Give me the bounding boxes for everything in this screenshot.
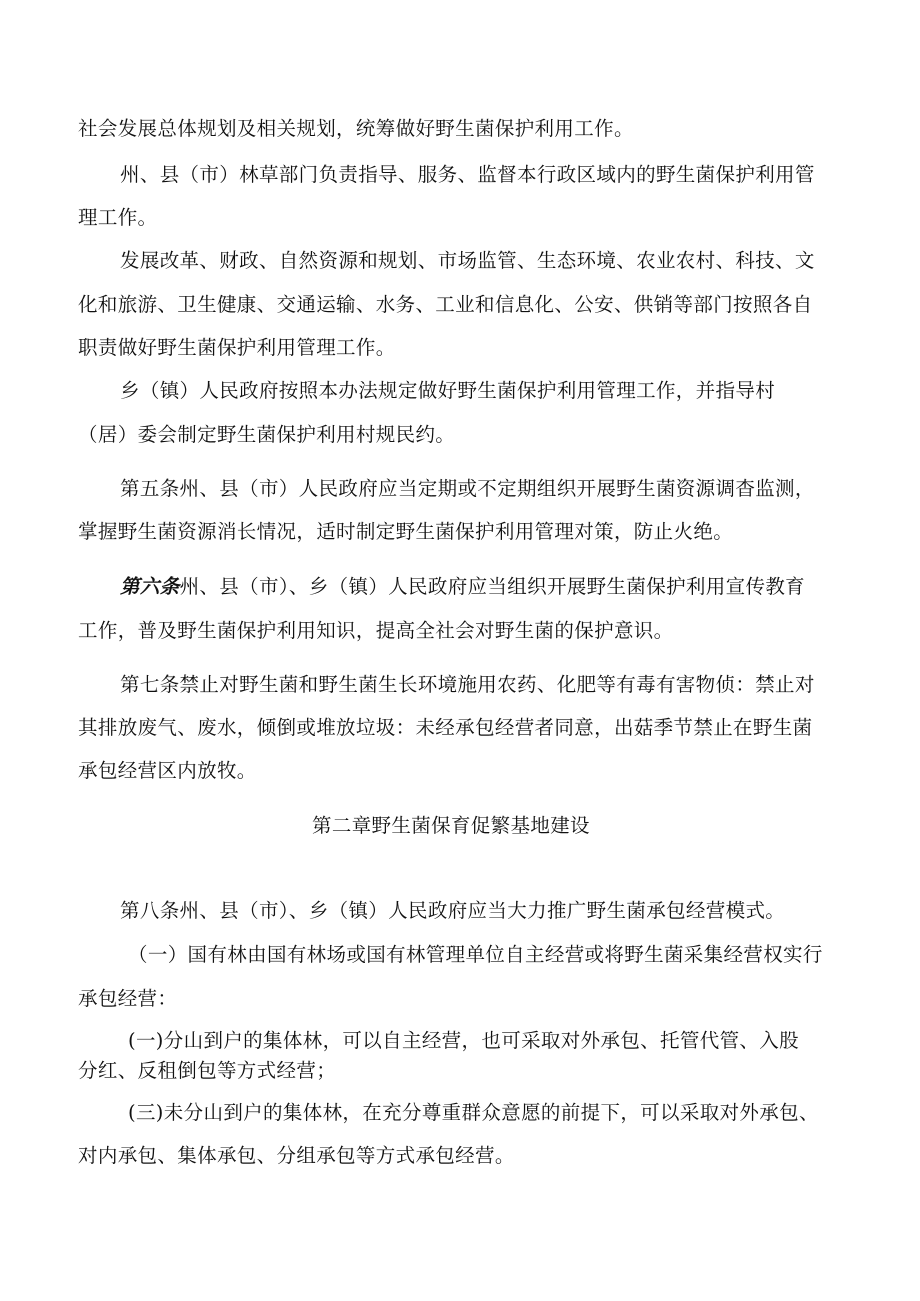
text-line: 其排放废气、废水，倾倒或堆放垃圾：未经承包经营者同意，出菇季节禁止在野生菌 xyxy=(78,716,813,739)
text-line: 化和旅游、卫生健康、交通运输、水务、工业和信息化、公安、供销等部门按照各自 xyxy=(78,293,813,316)
text-line: 理工作。 xyxy=(78,206,158,229)
article-7-line: 第七条禁止对野生菌和野生菌生长环境施用农药、化肥等有毒有害物侦：禁止对 xyxy=(120,673,815,696)
text-line: 乡（镇）人民政府按照本办法规定做好野生菌保护利用管理工作，并指导村 xyxy=(120,379,776,402)
article-5-line: 第五条州、县（市）人民政府应当定期或不定期组织开展野生菌资源调杳监测， xyxy=(120,477,815,500)
text-line: 对内承包、集体承包、分组承包等方式承包经营。 xyxy=(78,1144,515,1167)
text-line: 承包经营区内放牧。 xyxy=(78,759,257,782)
article-6-text: 州、县（市）、乡（镇）人民政府应当组织开展野生菌保护利用宣传教育 xyxy=(179,575,806,598)
text-line: 掌握野生菌资源消长情况，适时制定野生菌保护利用管理对策，防止火绝。 xyxy=(78,520,734,543)
text-line: 职责做好野生菌保护利用管理工作。 xyxy=(78,336,396,359)
text-line: 承包经营： xyxy=(78,987,178,1010)
text-line: 工作，普及野生菌保护利用知识，提高全社会对野生菌的保护意识。 xyxy=(78,619,674,642)
article-6-heading: 第六条 xyxy=(120,575,180,598)
article-6-line xyxy=(120,574,805,600)
text-line: 州、县（市）林草部门负责指导、服务、监督本行政区域内的野生菌保护利用管 xyxy=(120,163,815,186)
list-item-line: (一)分山到户的集体林，可以自主经营，也可采取对外承包、托管代管、入股 xyxy=(128,1029,799,1052)
text-line: （居）委会制定野生菌保护利用村规民约。 xyxy=(78,423,456,446)
list-item-line: （一）国有林由国有林场或国有林管理单位自主经营或将野生菌采集经营权实行 xyxy=(128,943,823,966)
text-line: 分红、反租倒包等方式经营； xyxy=(78,1059,337,1082)
chapter-heading: 第二章野生菌保育促繁基地建设 xyxy=(312,814,590,837)
text-line: 社会发展总体规划及相关规划，统筹做好野生菌保护利用工作。 xyxy=(78,117,634,140)
article-8-line: 第八条州、县（市）、乡（镇）人民政府应当大力推广野生菌承包经营模式。 xyxy=(120,899,786,922)
list-item-line: (三)未分山到户的集体林，在充分尊重群众意愿的前提下，可以采取对外承包、 xyxy=(128,1101,819,1124)
text-line: 发展改革、财政、自然资源和规划、市场监管、生态环境、农业农村、科技、文 xyxy=(120,249,815,272)
